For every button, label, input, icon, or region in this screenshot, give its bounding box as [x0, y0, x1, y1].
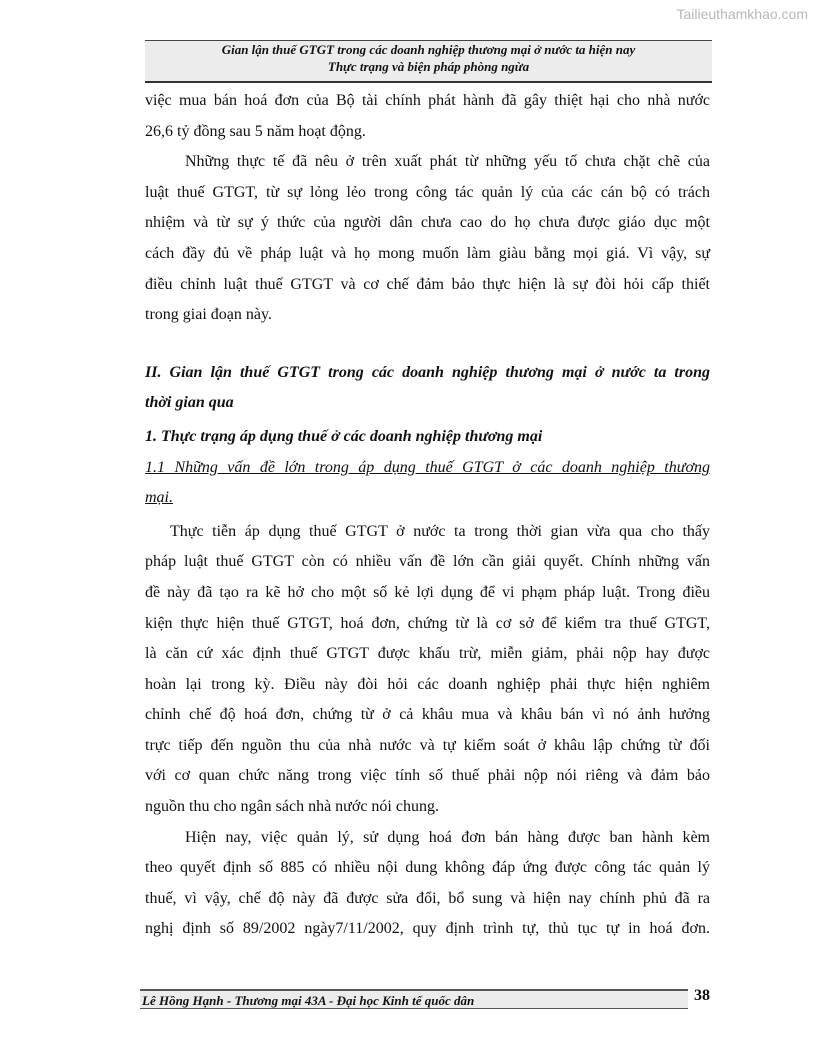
paragraph-1 — [145, 86, 710, 147]
text-line: Những thực tế đã nêu ở trên xuất phát từ những yếu tố chưa chặt chẽ của — [185, 153, 710, 171]
subsection-heading: 1. Thực trạng áp dụng thuế ở các doanh nghiệp thương mại — [145, 427, 543, 445]
text-line: kiện thực hiện thuế GTGT, hoá đơn, chứng từ là cơ sở để kiểm tra thuế GTGT, — [145, 614, 710, 632]
heading-line: 1.1 Những vấn đề lớn trong áp dụng thuế GTGT ở các doanh nghiệp thương — [145, 458, 710, 476]
text-line: pháp luật thuế GTGT còn có nhiều vấn đề lớn cần giải quyết. Chính những vấn — [145, 553, 710, 571]
paragraph-4 — [145, 823, 710, 945]
text-line: thuế, vì vậy, chế độ này đã được sửa đổi, bổ sung và hiện nay chính phủ đã ra — [145, 889, 710, 907]
text-line: chỉnh chế độ hoá đơn, chứng từ ở cả khâu mua và khâu bán vì nó ảnh hưởng — [145, 706, 710, 724]
text-line: với cơ quan chức năng trong việc tính số thuế phải nộp nói riêng và đảm bảo — [145, 767, 710, 785]
heading-line: mại. — [145, 489, 173, 507]
text-line: trực tiếp đến nguồn thu của nhà nước và tự kiểm soát ở khâu lập chứng từ đối — [145, 736, 710, 754]
text-line: luật thuế GTGT, từ sự lỏng lẻo trong công tác quản lý của các cán bộ có trách — [145, 183, 710, 201]
running-footer: Lê Hồng Hạnh - Thương mại 43A - Đại học Kinh tế quốc dân — [140, 989, 688, 1009]
watermark: Tailieuthamkhao.com — [676, 6, 808, 22]
text-line: đề này đã tạo ra kẽ hở cho một số kẻ lợi dụng để vi phạm pháp luật. Trong điều — [145, 583, 710, 601]
subsub-heading — [145, 453, 710, 514]
text-line: trong giai đoạn này. — [145, 306, 272, 324]
header-subtitle: Thực trạng và biện pháp phòng ngừa — [327, 59, 530, 74]
text-line: nguồn thu cho ngân sách nhà nước nói chung. — [145, 798, 439, 816]
text-line: theo quyết định số 885 có nhiều nội dung không đáp ứng được công tác quản lý — [145, 859, 710, 877]
running-header — [145, 40, 712, 83]
text-line: điều chỉnh luật thuế GTGT và cơ chế đảm bảo thực hiện là sự đòi hỏi cấp thiết — [145, 275, 710, 293]
text-line: là căn cứ xác định thuế GTGT được khấu trừ, miễn giảm, phải nộp hay được — [145, 645, 710, 663]
text-line: nhiệm và từ sự ý thức của người dân chưa cao do họ chưa được giáo dục một — [145, 214, 710, 232]
text-line: Thực tiễn áp dụng thuế GTGT ở nước ta trong thời gian vừa qua cho thấy — [170, 522, 710, 540]
text-line: nghị định số 89/2002 ngày7/11/2002, quy định trình tự, thủ tục tự in hoá đơn. — [145, 920, 710, 938]
text-line: cách đầy đủ về pháp luật và họ mong muốn làm giàu bằng mọi giá. Vì vậy, sự — [145, 244, 710, 262]
page-body — [145, 86, 710, 945]
heading-line: II. Gian lận thuế GTGT trong các doanh nghiệp thương mại ở nước ta trong — [145, 363, 710, 381]
heading-line: thời gian qua — [145, 394, 234, 412]
text-line: 26,6 tỷ đồng sau 5 năm hoạt động. — [145, 122, 366, 140]
paragraph-2 — [145, 147, 710, 331]
text-line: việc mua bán hoá đơn của Bộ tài chính phát hành đã gây thiệt hại cho nhà nước — [145, 92, 710, 109]
text-line: Hiện nay, việc quản lý, sử dụng hoá đơn bán hàng được ban hành kèm — [185, 828, 710, 846]
section-heading — [145, 358, 710, 419]
paragraph-3 — [145, 517, 710, 823]
page-number: 38 — [694, 987, 710, 1004]
text-line: hoàn lại trong kỳ. Điều này đòi hỏi các doanh nghiệp phải thực hiện nghiêm — [145, 675, 710, 693]
header-title: Gian lận thuế GTGT trong các doanh nghiệp thương mại ở nước ta hiện nay — [221, 42, 636, 57]
